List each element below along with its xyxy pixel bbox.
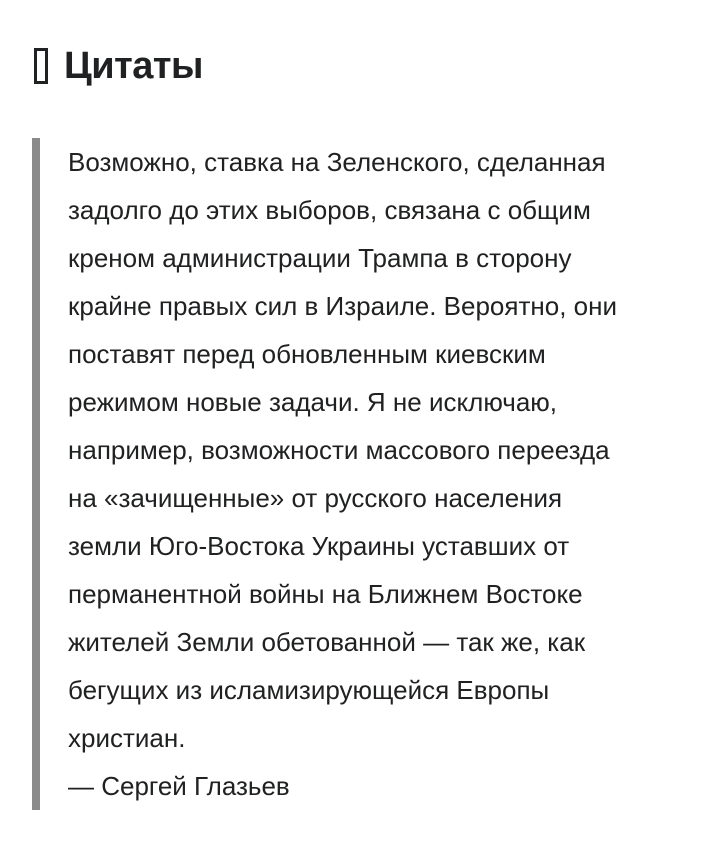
section-header <box>34 40 203 92</box>
quote-line: крайне правых сил в Израиле. Вероятно, они <box>68 291 617 321</box>
quote-line: перманентной войны на Ближнем Востоке <box>68 579 583 609</box>
quote-text <box>68 138 682 762</box>
quote-line: земли Юго-Востока Украины уставших от <box>68 531 570 561</box>
quote-line: жителей Земли обетованной — так же, как <box>68 627 586 657</box>
quote-line: поставят перед обновленным киевским <box>68 339 546 369</box>
quote-line: задолго до этих выборов, связана с общим <box>68 195 591 225</box>
quote-line: например, возможности массового переезда <box>68 435 610 465</box>
quote-line: креном администрации Трампа в сторону <box>68 243 572 273</box>
quote-line: христиан. <box>68 723 186 753</box>
section-title: Цитаты <box>64 45 203 87</box>
quote-line: режимом новые задачи. Я не исключаю, <box>68 387 557 417</box>
bracket-square-icon <box>34 48 48 84</box>
quote-block <box>32 138 682 810</box>
quote-line: на «зачищенные» от русского населения <box>68 483 563 513</box>
quote-line: бегущих из исламизирующейся Европы <box>68 675 550 705</box>
quote-author: — Сергей Глазьев <box>68 771 290 801</box>
quote-line: Возможно, ставка на Зеленского, сделанная <box>68 147 606 177</box>
